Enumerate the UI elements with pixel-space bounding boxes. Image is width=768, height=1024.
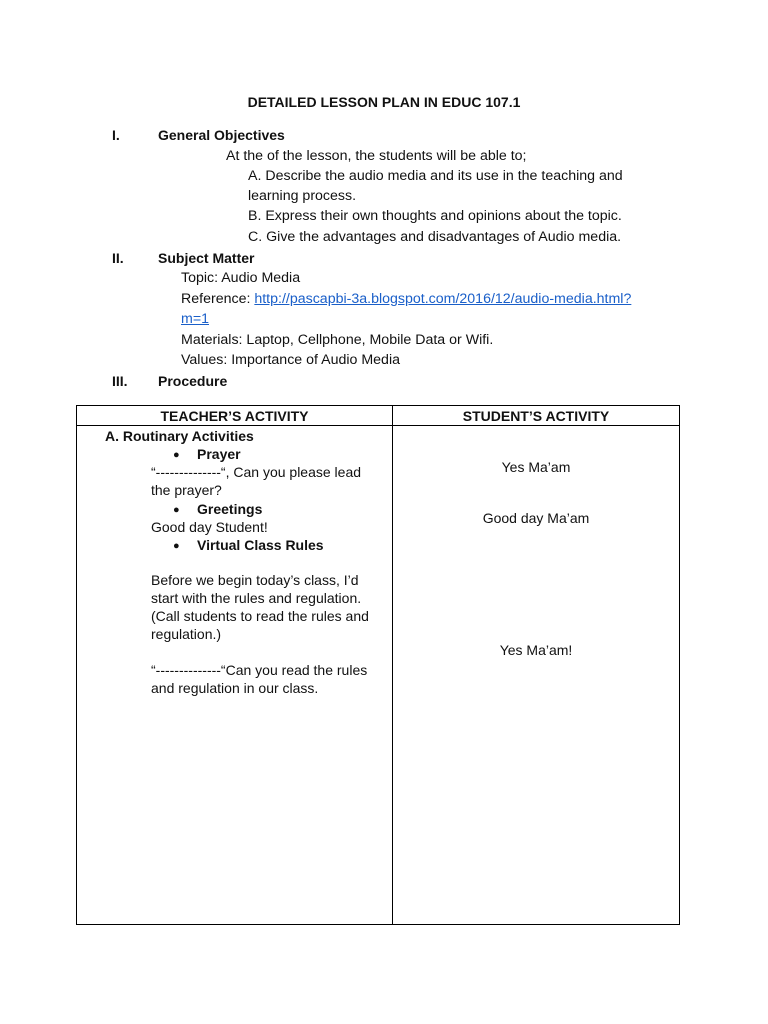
- prayer-heading: Prayer: [197, 446, 241, 462]
- subject-topic: Topic: Audio Media: [181, 270, 301, 286]
- greetings-heading: Greetings: [197, 501, 263, 517]
- objective-b: B. Express their own thoughts and opinions about the topic.: [248, 208, 622, 224]
- student-activity-cell: [393, 426, 680, 925]
- objectives-intro: At the of the lesson, the students will be able to;: [226, 148, 527, 164]
- section-2-number: II.: [112, 250, 124, 266]
- student-response-2: Good day Ma’am: [482, 510, 590, 526]
- document-title: DETAILED LESSON PLAN IN EDUC 107.1: [247, 94, 521, 110]
- procedure-body-row: [77, 426, 680, 925]
- reference-link-continued[interactable]: m=1: [181, 311, 209, 327]
- section-3-heading: Procedure: [158, 373, 228, 389]
- procedure-table: [76, 405, 680, 925]
- objective-c: C. Give the advantages and disadvantages of Audio media.: [248, 229, 622, 245]
- rules-line-2: start with the rules and regulation.: [151, 590, 362, 606]
- teacher-activity-cell: [77, 426, 393, 925]
- reference-label: Reference:: [181, 291, 255, 307]
- greetings-line: Good day Student!: [151, 519, 268, 535]
- bullet-icon: ●: [173, 504, 180, 516]
- subject-materials: Materials: Laptop, Cellphone, Mobile Data or Wifi.: [181, 332, 494, 348]
- prayer-line-1: “--------------“, Can you please lead: [151, 464, 362, 480]
- objective-a-line-2: learning process.: [248, 188, 357, 204]
- rules-line-1: Before we begin today’s class, I’d: [151, 572, 359, 588]
- subject-reference: [181, 291, 631, 307]
- reference-link[interactable]: http://pascapbi-3a.blogspot.com/2016/12/audio-media.html?: [254, 291, 632, 307]
- bullet-icon: ●: [173, 449, 180, 461]
- bullet-icon: ●: [173, 540, 180, 552]
- prayer-line-2: the prayer?: [151, 482, 222, 498]
- routinary-activities-label: A. Routinary Activities: [105, 428, 254, 444]
- section-1-heading: General Objectives: [158, 127, 285, 143]
- section-2-heading: Subject Matter: [158, 250, 255, 266]
- virtual-class-rules-heading: Virtual Class Rules: [197, 537, 324, 553]
- rules-line-4: regulation.): [151, 626, 222, 642]
- procedure-header-row: [77, 406, 680, 426]
- objective-a-line-1: A. Describe the audio media and its use in the teaching and: [248, 168, 623, 184]
- student-activity-header: STUDENT’S ACTIVITY: [393, 406, 680, 426]
- ask-line-2: and regulation in our class.: [151, 680, 319, 696]
- subject-values: Values: Importance of Audio Media: [181, 352, 400, 368]
- teacher-activity-header: TEACHER’S ACTIVITY: [77, 406, 393, 426]
- rules-line-3: (Call students to read the rules and: [151, 608, 369, 624]
- student-response-1: Yes Ma’am: [501, 459, 571, 475]
- student-response-3: Yes Ma’am!: [499, 642, 573, 658]
- section-3-number: III.: [112, 373, 128, 389]
- ask-line-1: “--------------“Can you read the rules: [151, 662, 368, 678]
- section-1-number: I.: [112, 127, 120, 143]
